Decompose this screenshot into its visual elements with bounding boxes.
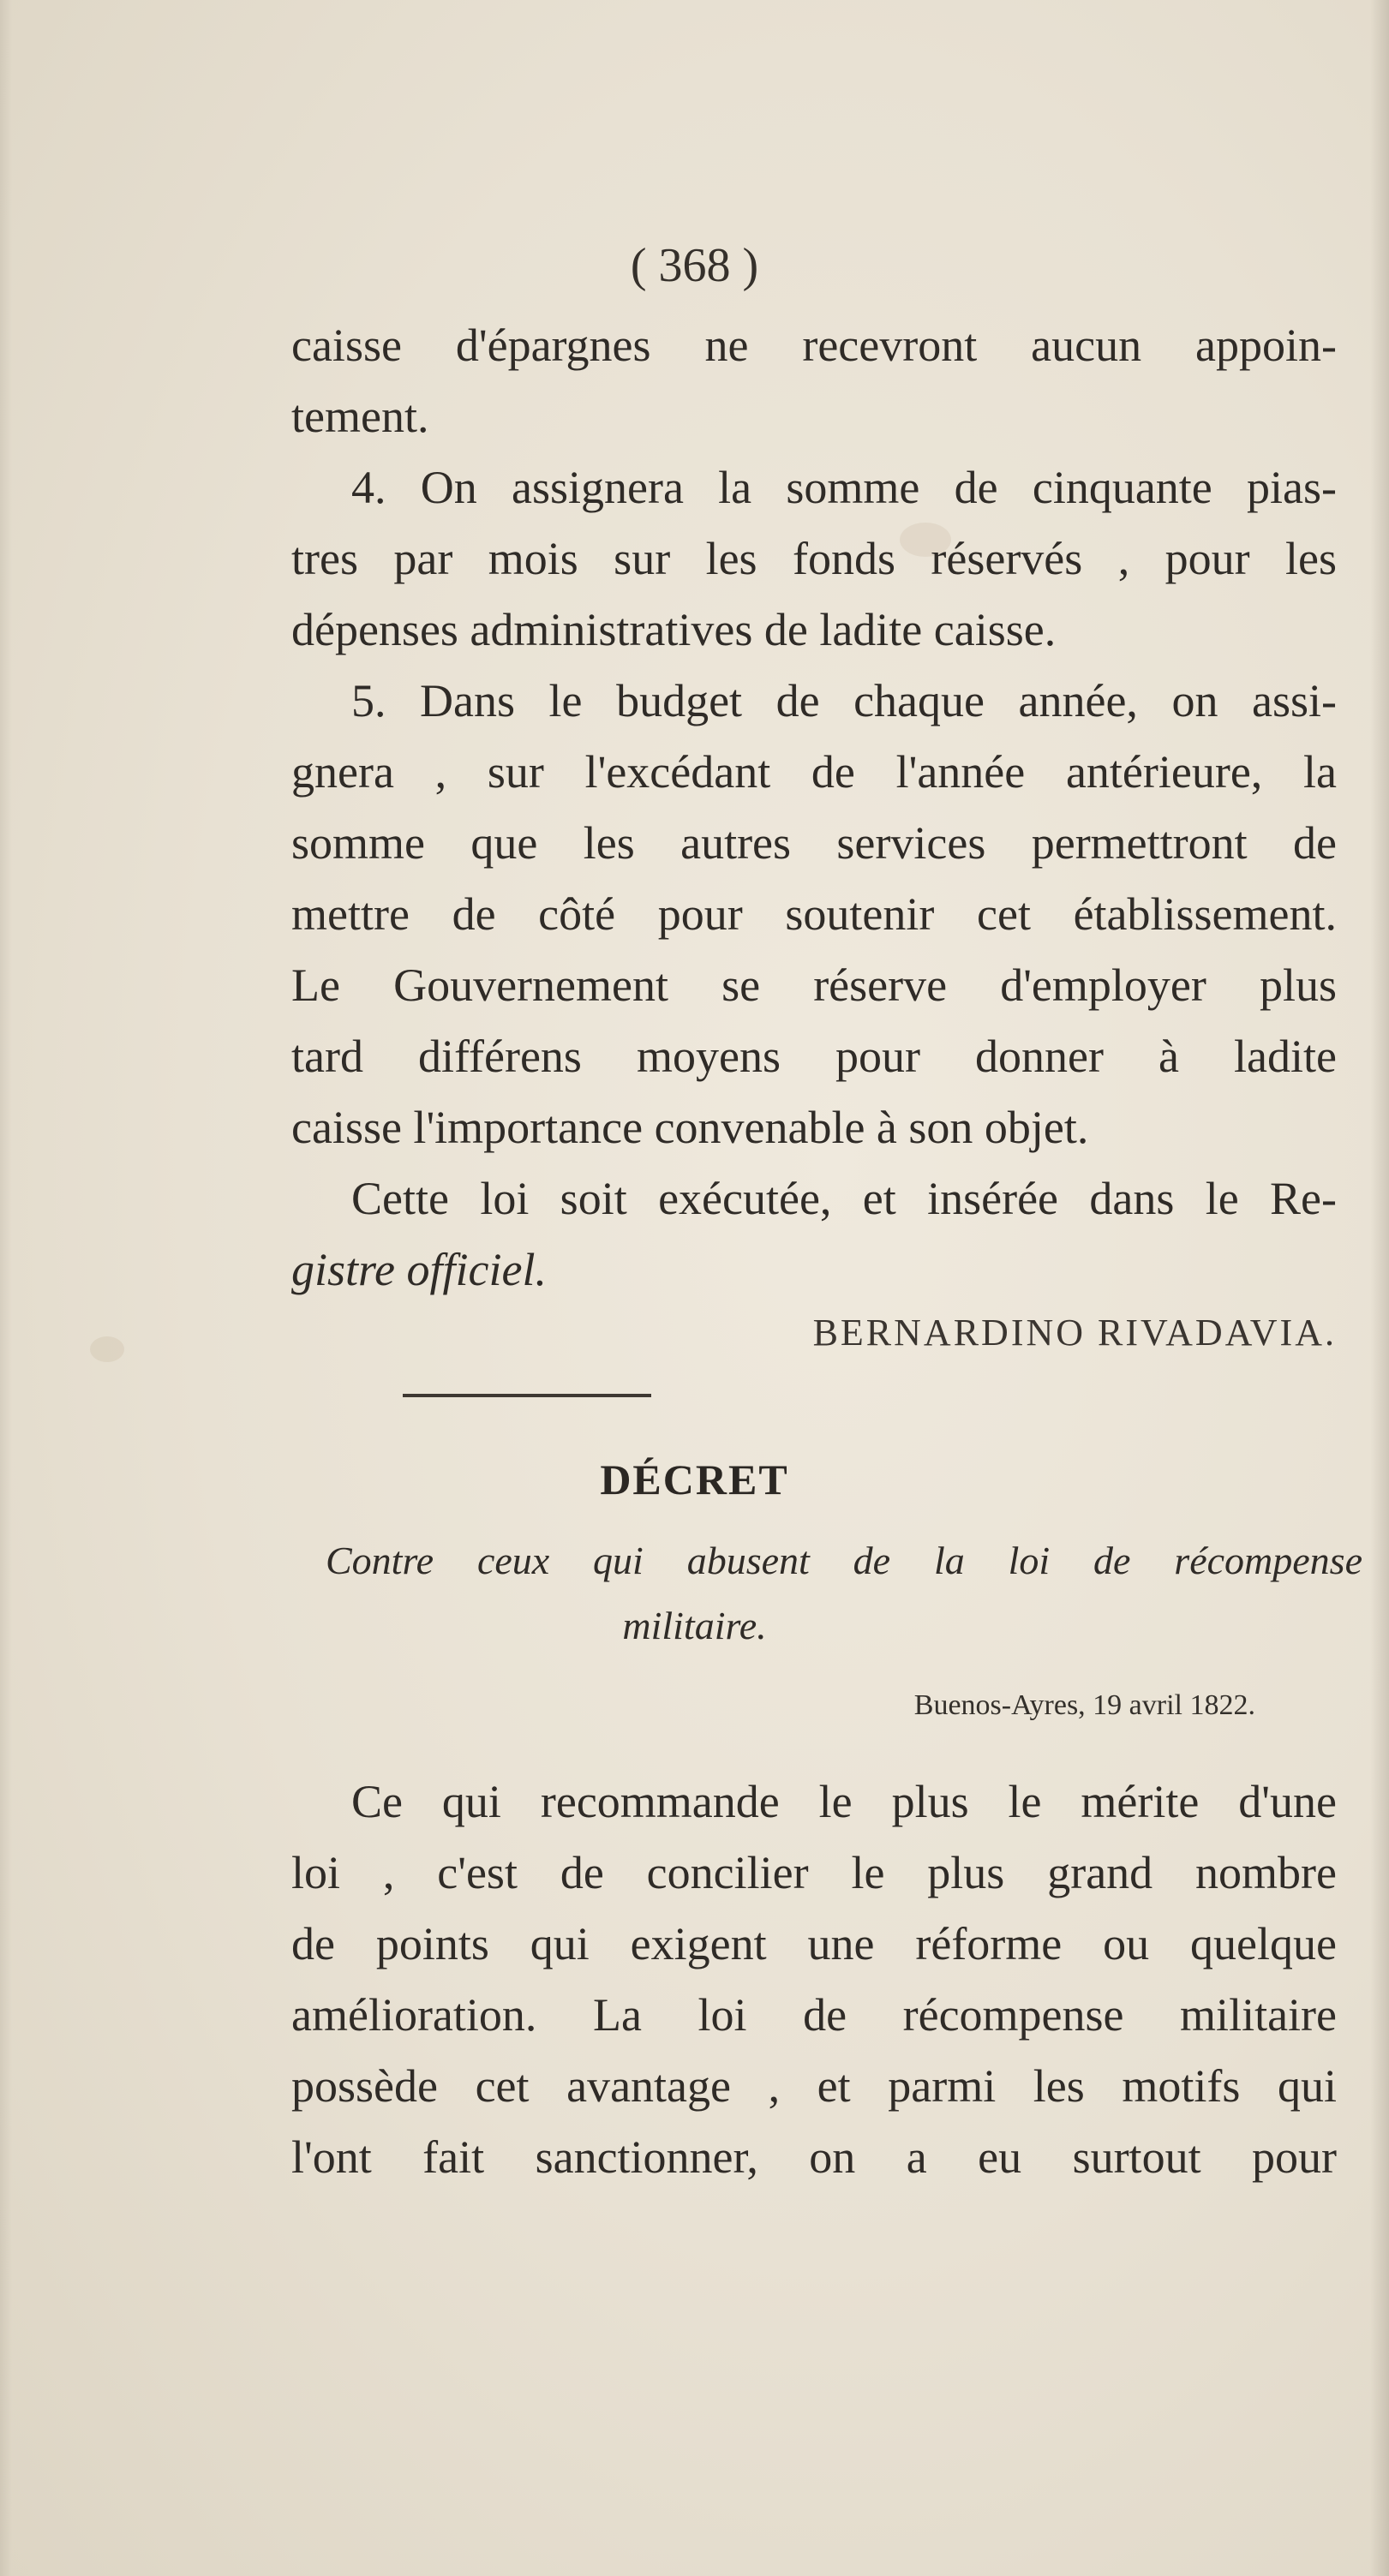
page-number: ( 368 ) [630,239,759,292]
decree-dateline: Buenos-Ayres, 19 avril 1822. [913,1689,1255,1721]
page-edge-right [1370,0,1389,2576]
text-line: dépenses administratives de ladite caisse. [291,604,1057,655]
text-line: tement. [291,391,429,442]
text-line: Le Gouvernement se réserve d'employer plus [291,959,1337,1011]
text-line: tard différens moyens pour donner à ladite [291,1031,1337,1082]
decree-title: DÉCRET [600,1455,789,1503]
section-divider [403,1394,651,1397]
text-line: somme que les autres services permettront de [291,817,1337,869]
paper-stain [90,1336,124,1362]
text-line: caisse d'épargnes ne recevront aucun appoin- [291,320,1337,371]
text-line: Cette loi soit exécutée, et insérée dans le Re- [351,1173,1337,1224]
text-line: 4. On assignera la somme de cinquante pias- [351,462,1337,513]
decree-subtitle-line1: Contre ceux qui abusent de la loi de récompense [326,1539,1362,1582]
text-line: tres par mois sur les fonds réservés , pour les [291,533,1337,584]
text-line: gistre officiel. [291,1244,547,1295]
text-line: gnera , sur l'excédant de l'année antérieure, la [291,746,1337,798]
decree-subtitle-2 [0,1600,1389,1652]
text-line: possède cet avantage , et parmi les motifs qui [291,2060,1337,2112]
text-line: caisse l'importance convenable à son objet. [291,1102,1089,1153]
text-line: amélioration. La loi de récompense militaire [291,1989,1337,2041]
text-line: loi , c'est de concilier le plus grand nombre [291,1847,1337,1898]
text-line: Ce qui recommande le plus le mérite d'une [351,1776,1337,1827]
signature: BERNARDINO RIVADAVIA. [812,1312,1337,1354]
decree-subtitle [326,1535,1362,1587]
page-edge-left [0,0,12,2576]
text-line: l'ont fait sanctionner, on a eu surtout pour [291,2131,1337,2183]
text-line: mettre de côté pour soutenir cet établissement. [291,888,1337,940]
text-line: 5. Dans le budget de chaque année, on assi- [351,675,1337,726]
text-line: de points qui exigent une réforme ou quelque [291,1918,1337,1969]
decree-subtitle-line2: militaire. [622,1604,767,1647]
